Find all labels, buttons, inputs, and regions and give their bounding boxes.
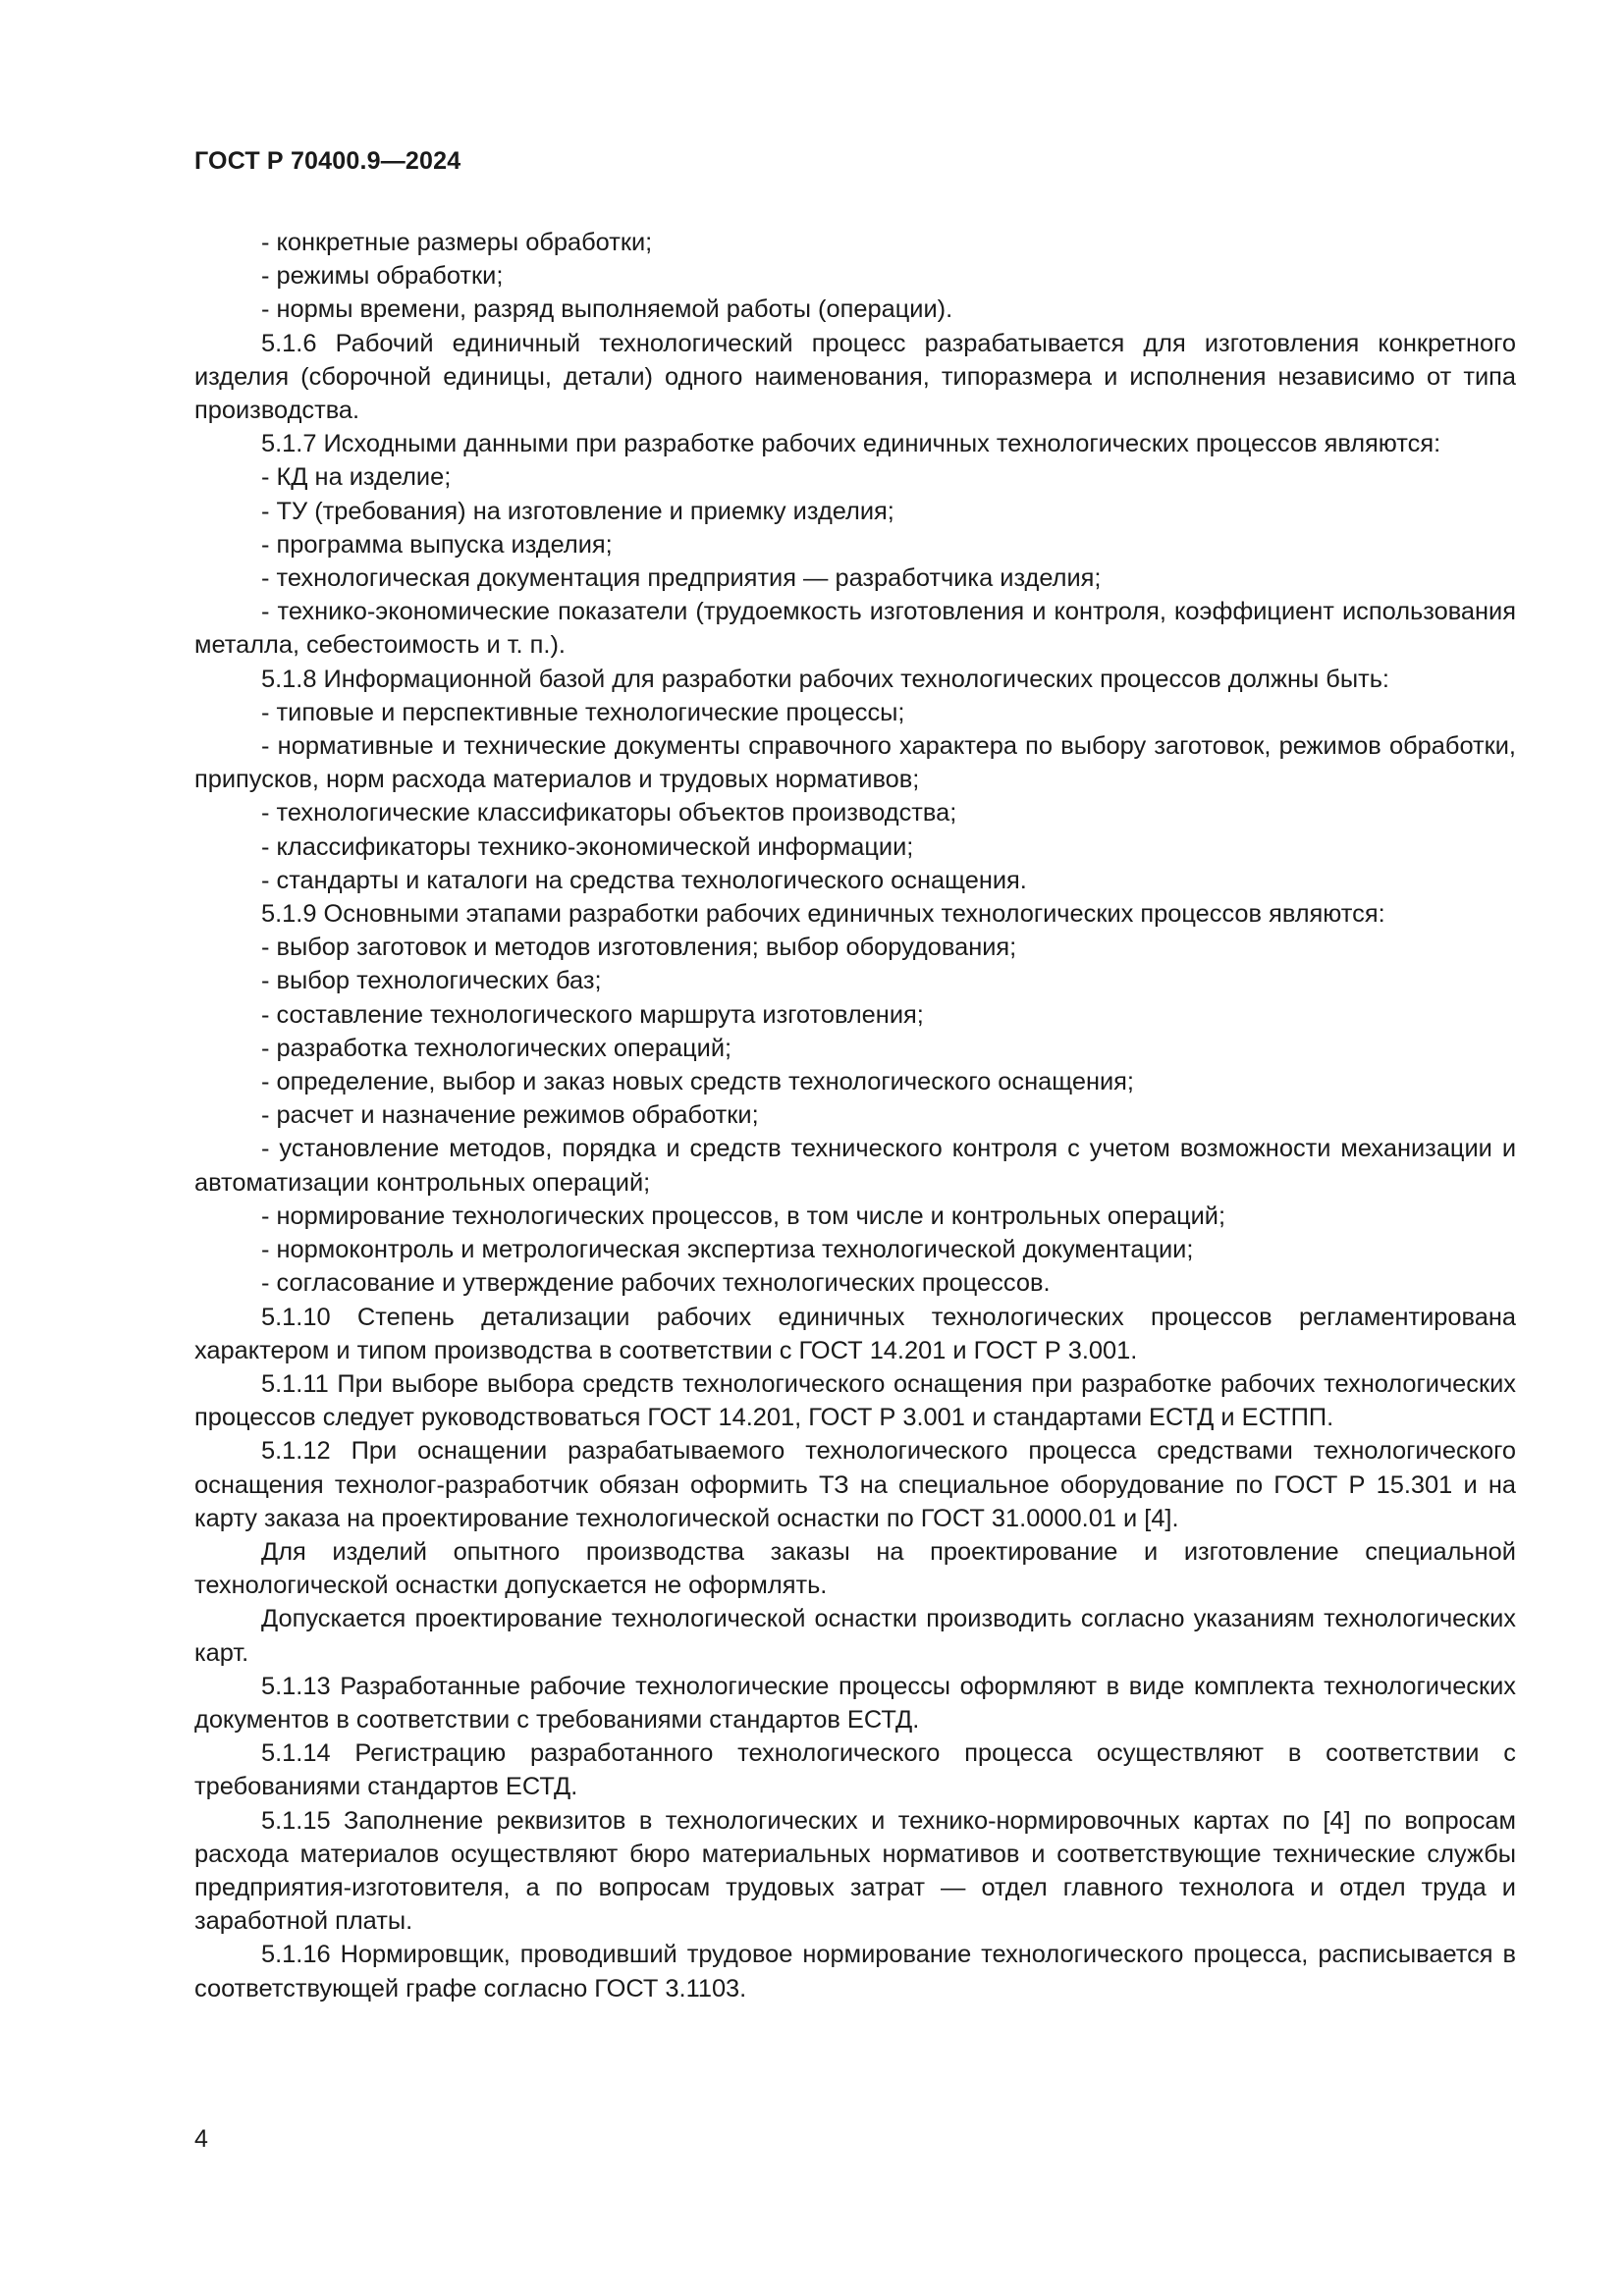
paragraph: Допускается проектирование технологической оснастки производить согласно указаниям технологических карт. [194,1605,1516,1667]
list-item: - ТУ (требования) на изготовление и приемку изделия; [261,497,894,525]
list-item: - нормоконтроль и метрологическая экспертиза технологической документации; [261,1236,1194,1264]
list-item: - классификаторы технико-экономической информации; [261,832,914,861]
list-item: - режимы обработки; [261,262,504,291]
list-item: - разработка технологических операций; [261,1034,732,1062]
document-header: ГОСТ Р 70400.9—2024 [194,147,461,175]
document-body [194,226,1516,2005]
paragraph: 5.1.10 Степень детализации рабочих единичных технологических процессов регламентирована характером и типом производства в соответствии с ГОСТ 14.201 и ГОСТ Р 3.001. [194,1303,1516,1364]
paragraph: 5.1.8 Информационной базой для разработки рабочих технологических процессов должны быть: [261,665,1389,693]
list-item: - установление методов, порядка и средств технического контроля с учетом возможности механизации и автоматизации контрольных операций; [194,1135,1516,1197]
list-item: - нормативные и технические документы справочного характера по выбору заготовок, режимов обработки, припусков, норм расхода материалов и трудовых нормативов; [194,732,1516,794]
list-item: - технологические классификаторы объектов производства; [261,799,957,828]
paragraph: 5.1.13 Разработанные рабочие технологические процессы оформляют в виде комплекта технологических документов в соответствии с требованиями стандартов ЕСТД. [194,1672,1516,1734]
paragraph: 5.1.16 Нормировщик, проводивший трудовое нормирование технологического процесса, расписывается в соответствующей графе согласно ГОСТ 3.1103. [194,1941,1516,2002]
list-item: - КД на изделие; [261,463,452,492]
list-item: - согласование и утверждение рабочих технологических процессов. [261,1269,1051,1298]
paragraph: 5.1.6 Рабочий единичный технологический процесс разрабатывается для изготовления конкретного изделия (сборочной единицы, детали) одного наименования, типоразмера и исполнения независимо от типа производства. [194,329,1516,425]
paragraph: 5.1.12 При оснащении разрабатываемого технологического процесса средствами технологического оснащения технолог-разработчик обязан оформить ТЗ на специальное оборудование по ГОСТ Р 15.301 и на карту заказа на проектирование технологической оснастки по ГОСТ 31.0000.01 и [4]. [194,1437,1516,1532]
list-item: - программа выпуска изделия; [261,530,613,559]
list-item: - расчет и назначение режимов обработки; [261,1101,759,1130]
list-item: - технологическая документация предприятия — разработчика изделия; [261,564,1102,593]
list-item: - нормирование технологических процессов, в том числе и контрольных операций; [261,1201,1226,1230]
list-item: - определение, выбор и заказ новых средств технологического оснащения; [261,1068,1134,1096]
list-item: - составление технологического маршрута изготовления; [261,1000,924,1029]
list-item: - конкретные размеры обработки; [261,229,653,256]
paragraph: 5.1.14 Регистрацию разработанного технологического процесса осуществляют в соответствии с требованиями стандартов ЕСТД. [194,1739,1516,1801]
paragraph: 5.1.7 Исходными данными при разработке рабочих единичных технологических процессов являются: [261,430,1441,458]
list-item: - выбор заготовок и методов изготовления; выбор оборудования; [261,934,1017,962]
list-item: - типовые и перспективные технологические процессы; [261,698,905,726]
list-item: - стандарты и каталоги на средства технологического оснащения. [261,866,1027,894]
paragraph: 5.1.11 При выборе выбора средств технологического оснащения при разработке рабочих технологических процессов следует руководствоваться ГОСТ 14.201, ГОСТ Р 3.001 и стандартами ЕСТД и ЕСТПП. [194,1369,1516,1432]
list-item: - нормы времени, разряд выполняемой работы (операции). [261,295,953,324]
page-number: 4 [194,2125,208,2153]
paragraph: Для изделий опытного производства заказы на проектирование и изготовление специальной технологической оснастки допускается не оформлять. [194,1537,1516,1600]
list-item: - технико-экономические показатели (трудоемкость изготовления и контроля, коэффициент использования металла, себестоимость и т. п.). [194,598,1516,660]
paragraph: 5.1.15 Заполнение реквизитов в технологических и технико-нормировочных картах по [4] по вопросам расхода материалов осуществляют бюро материальных нормативов и соответствующие технические службы предприятия-изготовителя, а по вопросам трудовых затрат — отдел главного технолога и отдел труда и заработной платы. [194,1806,1516,1936]
paragraph: 5.1.9 Основными этапами разработки рабочих единичных технологических процессов являются: [261,900,1385,929]
list-item: - выбор технологических баз; [261,967,602,995]
